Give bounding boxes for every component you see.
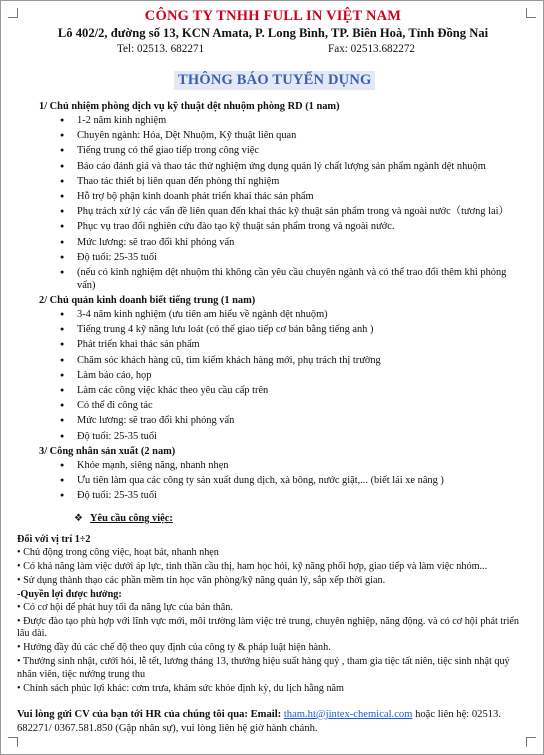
section-list — [39, 459, 525, 502]
position-items — [17, 547, 525, 588]
job-sections — [39, 100, 525, 502]
list-item: ● Mức lương: sẽ trao đổi khi phỏng vấn — [77, 414, 525, 427]
position-heading: Đối với vị trí 1÷2 — [17, 534, 91, 546]
company-tel: Tel: 02513. 682271 — [117, 43, 205, 55]
section-heading: 2/ Chủ quản kinh doanh biết tiếng trung (1 nam) — [39, 295, 256, 307]
bullet-line: • Có khả năng làm việc dưới áp lực, tinh thần cầu thị, ham học hỏi, kỹ năng phối hợp, giao tiếp và làm việc nhóm... — [17, 560, 488, 572]
list-item: ● Làm các công việc khác theo yêu cầu cấp trên — [77, 384, 525, 397]
section-list — [39, 308, 525, 443]
page-title: THÔNG BÁO TUYỂN DỤNG — [174, 71, 375, 90]
requirements-heading — [74, 512, 525, 525]
bullet-line: • Có cơ hội để phát huy tối đa năng lực của bản thân. — [17, 601, 233, 613]
list-item: ● Mức lương: sẽ trao đổi khi phỏng vấn — [77, 236, 525, 249]
list-item: ● Báo cáo đánh giá và thao tác thử nghiệm ứng dụng quản lý chất lượng sản phẩm ngành dệt nhuộm — [77, 160, 525, 173]
contact-email-link[interactable]: tham.ht@jintex-chemical.com — [283, 708, 413, 720]
list-item: ● Chăm sóc khách hàng cũ, tìm kiếm khách hàng mới, phụ trách thị trường — [77, 354, 525, 367]
list-item: ● Chuyên ngành: Hóa, Dệt Nhuộm, Kỹ thuật liên quan — [77, 129, 525, 142]
list-item: ● Thao tác thiết bị liên quan đến phòng thí nghiệm — [77, 175, 525, 188]
bullet-line: • Chủ động trong công việc, hoạt bát, nhanh nhẹn — [17, 546, 219, 558]
company-address: Lô 402/2, đường số 13, KCN Amata, P. Long Bình, TP. Biên Hoà, Tỉnh Đồng Nai — [57, 26, 489, 40]
list-item: ● Phục vụ trao đổi nghiên cứu đào tạo kỹ thuật sản phẩm trong và ngoài nước. — [77, 220, 525, 233]
list-item: ● Phụ trách xử lý các vấn đề liên quan đến khai thác kỹ thuật sản phẩm trong và ngoài nước（tương lai） — [77, 205, 525, 218]
document-body — [17, 98, 525, 736]
benefits-heading: -Quyền lợi được hưởng: — [17, 589, 122, 600]
bullet-line: • Chính sách phúc lợi khác: cơm trưa, khám sức khỏe định kỳ, du lịch hằng năm — [17, 683, 344, 695]
requirements-body — [17, 534, 525, 696]
requirements-label: Yêu cầu công việc: — [89, 513, 173, 525]
diamond-bullet-icon: ❖ — [74, 513, 83, 525]
list-item: ● Hỗ trợ bộ phận kinh doanh phát triển khai thác sản phẩm — [77, 190, 525, 203]
list-item: ● Làm báo cáo, họp — [77, 369, 525, 382]
bullet-line: • Sử dụng thành thạo các phần mềm tin học văn phòng/kỹ năng quản lý, sắp xếp thời gian. — [17, 574, 386, 586]
company-name: CÔNG TY TNHH FULL IN VIỆT NAM — [144, 8, 402, 24]
list-item: ● Ưu tiên làm qua các công ty sản xuất dung dịch, xà bông, nước giặt,... (biết lái xe nâng ) — [77, 474, 525, 487]
corner-mark-bottom-right — [526, 737, 536, 747]
contact-prefix: Vui lòng gửi CV của bạn tới HR của chúng tôi qua: Email: — [17, 708, 284, 720]
list-item: ● Phát triển khai thác sản phẩm — [77, 338, 525, 351]
bullet-line: • Được đào tạo phù hợp với lĩnh vực mới, môi trường làm việc trẻ trung, chuyên nghiệp, năng động. và có cơ hội phát triển lâu dài. — [17, 615, 520, 640]
list-item: ● 1-2 năm kinh nghiệm — [77, 114, 525, 127]
bullet-line: • Hưởng đầy đủ các chế độ theo quy định của công ty & pháp luật hiện hành. — [17, 642, 331, 654]
list-item: ● Độ tuổi: 25-35 tuổi — [77, 251, 525, 264]
bullet-line: • Thưởng sinh nhật, cưới hỏi, lễ tết, lương tháng 13, thưởng hiệu suất hàng quý , tham gia tiệc tất niên, tiệc sinh nhật quý nhân viên, tiệc nướng trung thu — [17, 656, 510, 681]
list-item: ● Có thể đi công tác — [77, 399, 525, 412]
section-heading: 3/ Công nhân sản xuất (2 nam) — [39, 445, 176, 457]
list-item: ● 3-4 năm kinh nghiệm (ưu tiên am hiểu về ngành dệt nhuộm) — [77, 308, 525, 321]
list-item: ● Tiếng trung có thể giao tiếp trong công việc — [77, 144, 525, 157]
list-item: ● Độ tuổi: 25-35 tuổi — [77, 489, 525, 502]
corner-mark-bottom-left — [8, 737, 18, 747]
contact-paragraph — [17, 708, 525, 736]
section-list — [39, 114, 525, 292]
list-item: ● (nếu có kinh nghiệm dệt nhuộm thì không cần yêu cầu chuyên ngành và có thể trao đổi thêm khi phỏng vấn) — [77, 266, 525, 292]
list-item: ● Khỏe mạnh, siêng năng, nhanh nhẹn — [77, 459, 525, 472]
section-heading: 1/ Chủ nhiệm phòng dịch vụ kỹ thuật dệt nhuộm phòng RD (1 nam) — [39, 101, 340, 112]
list-item: ● Độ tuổi: 25-35 tuổi — [77, 430, 525, 443]
company-fax: Fax: 02513.682272 — [328, 43, 416, 55]
contact-suffix: hoặc liên hệ: 02513. 682271/ 0367.581.850 (Gặp nhân sự), vui lòng liên hệ giờ hành chánh. — [17, 708, 501, 734]
list-item: ● Tiếng trung 4 kỹ năng lưu loát (có thể giao tiếp cơ bản bằng tiếng anh ) — [77, 323, 525, 336]
benefits-items — [17, 602, 525, 696]
